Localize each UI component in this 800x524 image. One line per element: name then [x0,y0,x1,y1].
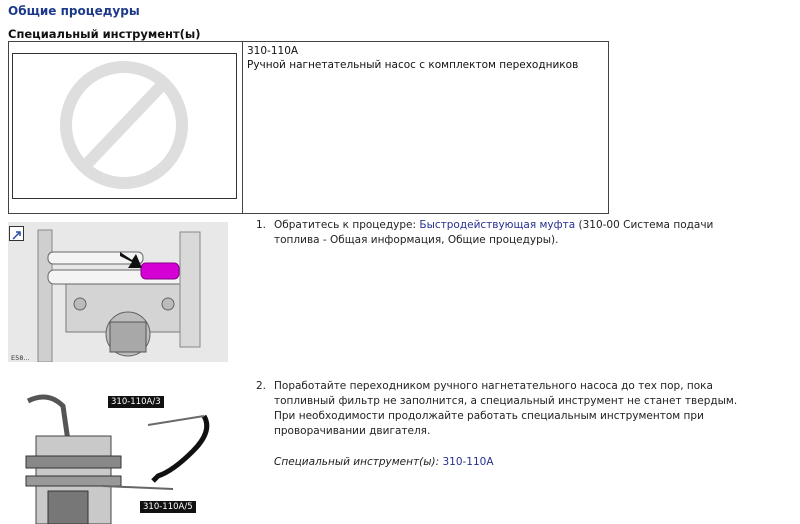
tool-code: 310-110A [247,45,299,57]
page-title: Общие процедуры [8,4,140,18]
step-text: топлива - Общая информация, Общие процедуры). [274,234,559,246]
step-text: (310-00 Система подачи [575,219,714,231]
callout-label: 310-110A/3 [108,396,164,408]
step-1 [256,218,796,250]
tool-image-placeholder [12,53,237,199]
figure-id: E58... [11,354,30,362]
step-text: Обратитесь к процедуре: [274,219,420,231]
fuel-line-quick-connect-figure [8,222,228,362]
step-text: При необходимости продолжайте работать специальным инструментом при [274,410,704,422]
quick-connect-link[interactable]: Быстродействующая муфта [419,219,576,231]
step-number: 1. [256,219,267,231]
no-image-prohibited-icon [13,54,236,198]
special-tools-reference [274,456,494,468]
table-divider [242,42,243,213]
callout-label: 310-110A/5 [140,501,196,513]
step-text: топливный фильтр не заполнится, а специальный инструмент не станет твердым. [274,395,738,407]
special-tools-table [8,41,609,214]
zoom-icon[interactable] [9,226,24,241]
step-number: 2. [256,380,267,392]
tool-description: Ручной нагнетательный насос с комплектом переходников [247,59,579,71]
special-tools-label: Специальный инструмент(ы): [274,456,440,468]
step-text: проворачивании двигателя. [274,425,431,437]
hand-pump-adapter-figure [8,381,228,524]
engine-diagram [8,222,228,362]
step-text: Поработайте переходником ручного нагнетательного насоса до тех пор, пока [274,380,713,392]
section-title: Специальный инструмент(ы) [8,27,201,41]
zoom-arrow-icon [10,229,23,242]
tool-310-110a-link[interactable]: 310-110A [442,456,494,468]
step-2 [256,379,796,441]
